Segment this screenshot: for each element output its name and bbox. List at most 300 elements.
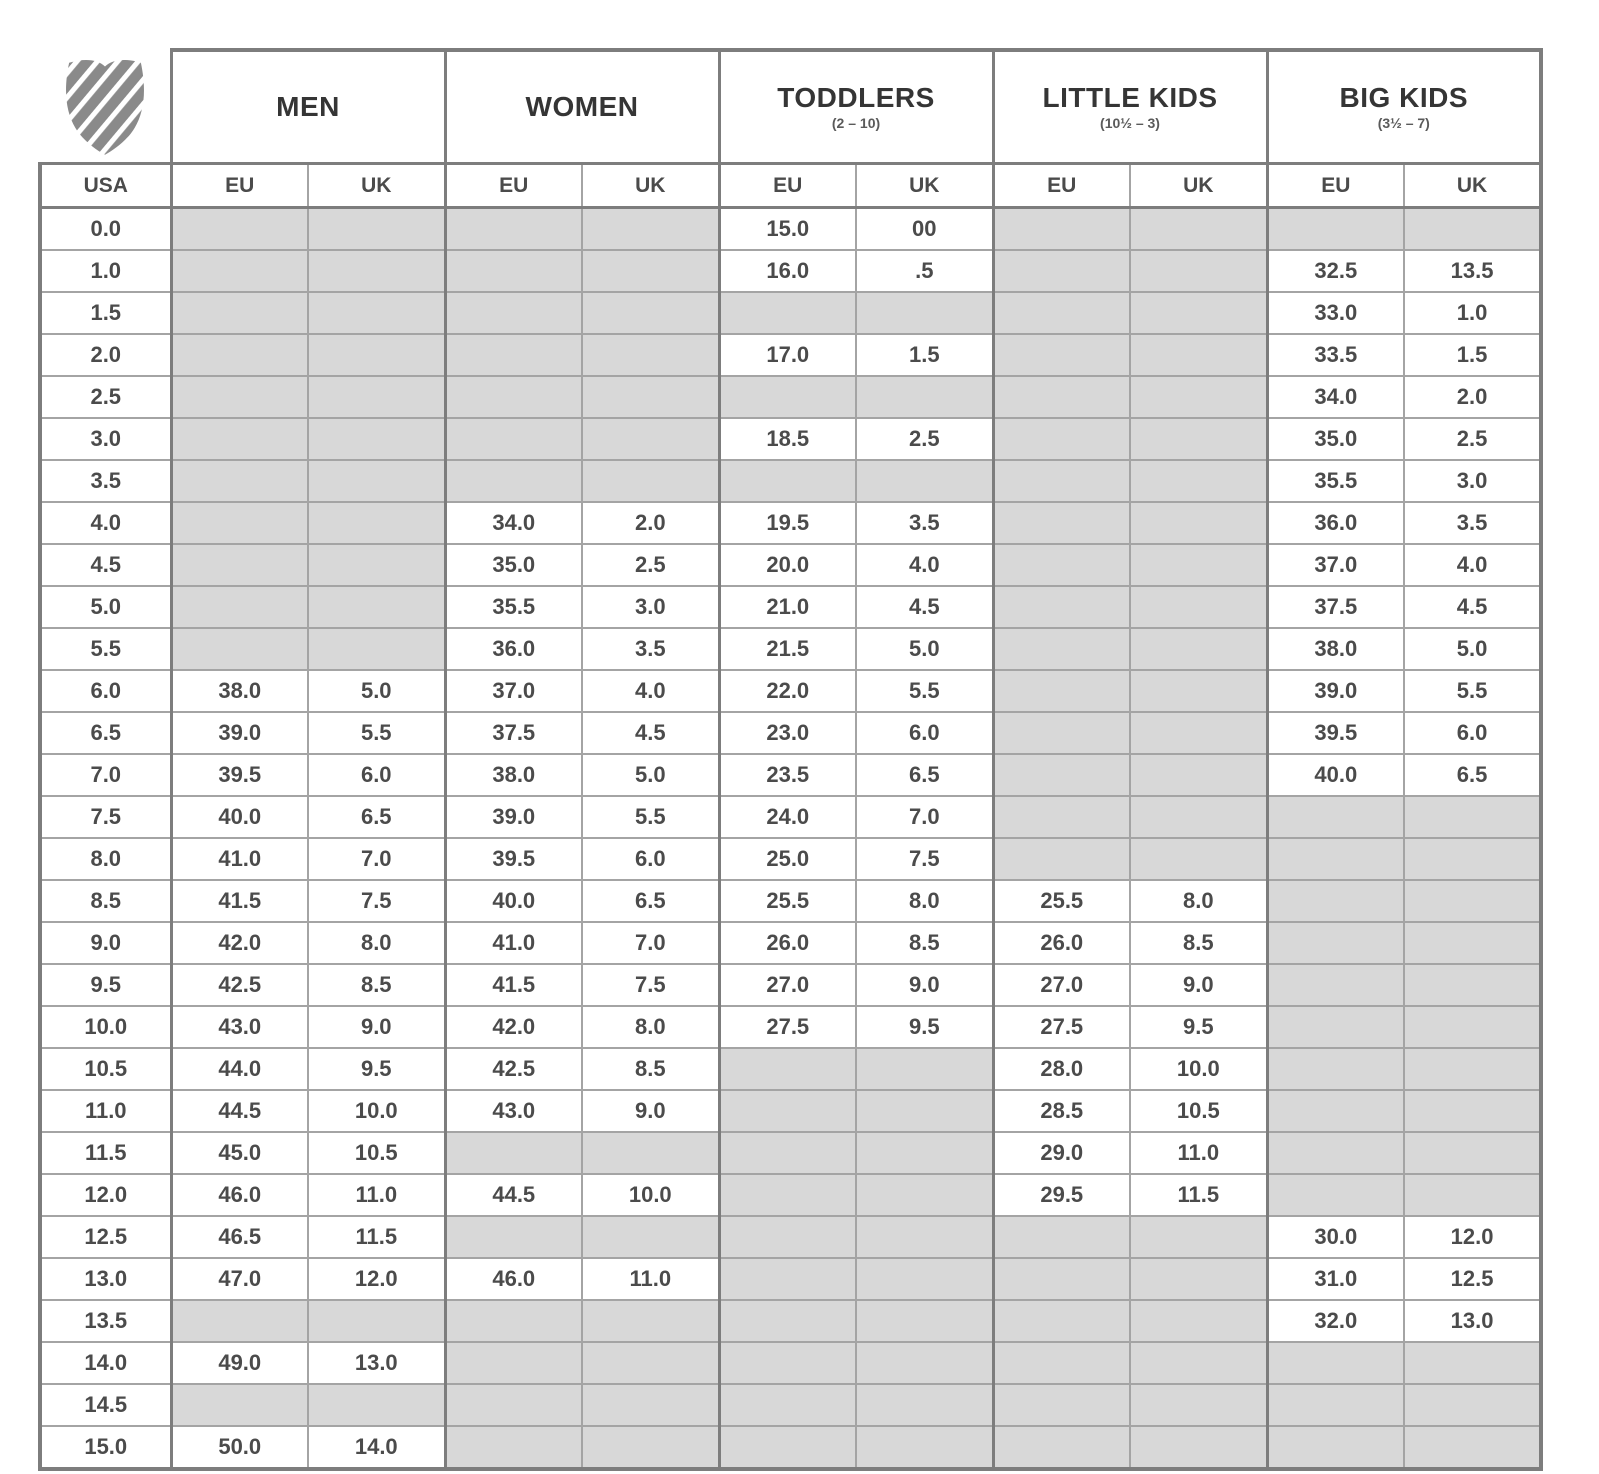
group-title-little-kids: LITTLE KIDS <box>1042 81 1218 113</box>
cell-men-uk <box>308 460 445 502</box>
cell-men-uk: 10.0 <box>308 1090 445 1132</box>
cell-usa: 0.0 <box>40 208 171 251</box>
cell-big-kids-eu: 39.0 <box>1267 670 1404 712</box>
cell-toddlers-eu <box>719 1048 856 1090</box>
cell-women-eu <box>445 1132 582 1174</box>
cell-little-kids-uk <box>1130 502 1267 544</box>
cell-usa: 11.5 <box>40 1132 171 1174</box>
cell-big-kids-uk: 3.5 <box>1404 502 1541 544</box>
cell-women-eu: 42.5 <box>445 1048 582 1090</box>
cell-women-eu <box>445 292 582 334</box>
cell-toddlers-eu: 26.0 <box>719 922 856 964</box>
table-row <box>40 754 1541 796</box>
cell-little-kids-eu <box>993 544 1130 586</box>
cell-big-kids-uk <box>1404 922 1541 964</box>
cell-usa: 7.0 <box>40 754 171 796</box>
cell-toddlers-uk: 4.5 <box>856 586 993 628</box>
cell-big-kids-eu <box>1267 1090 1404 1132</box>
cell-big-kids-eu: 35.0 <box>1267 418 1404 460</box>
table-row <box>40 1342 1541 1384</box>
cell-women-eu: 42.0 <box>445 1006 582 1048</box>
cell-men-uk: 9.5 <box>308 1048 445 1090</box>
cell-little-kids-eu <box>993 1258 1130 1300</box>
table-row <box>40 460 1541 502</box>
cell-men-uk: 6.5 <box>308 796 445 838</box>
cell-big-kids-uk <box>1404 1006 1541 1048</box>
cell-little-kids-eu: 28.5 <box>993 1090 1130 1132</box>
cell-little-kids-uk: 9.0 <box>1130 964 1267 1006</box>
cell-big-kids-eu <box>1267 208 1404 251</box>
cell-women-uk: 4.5 <box>582 712 719 754</box>
cell-men-eu: 42.0 <box>171 922 308 964</box>
table-row <box>40 712 1541 754</box>
cell-usa: 15.0 <box>40 1426 171 1469</box>
cell-toddlers-uk: 4.0 <box>856 544 993 586</box>
cell-men-uk: 7.0 <box>308 838 445 880</box>
cell-big-kids-eu: 39.5 <box>1267 712 1404 754</box>
cell-men-eu: 39.0 <box>171 712 308 754</box>
cell-toddlers-uk <box>856 1174 993 1216</box>
cell-toddlers-eu <box>719 1090 856 1132</box>
table-row <box>40 1006 1541 1048</box>
cell-little-kids-eu <box>993 418 1130 460</box>
cell-women-uk <box>582 418 719 460</box>
cell-little-kids-eu: 29.5 <box>993 1174 1130 1216</box>
group-subtitle-little-kids: (10½ – 3) <box>1100 115 1160 132</box>
cell-toddlers-uk: 7.0 <box>856 796 993 838</box>
cell-usa: 9.5 <box>40 964 171 1006</box>
cell-women-eu: 43.0 <box>445 1090 582 1132</box>
cell-usa: 14.5 <box>40 1384 171 1426</box>
cell-women-uk <box>582 250 719 292</box>
cell-little-kids-eu <box>993 1300 1130 1342</box>
cell-toddlers-uk <box>856 1426 993 1469</box>
column-header-men-uk: UK <box>308 164 445 208</box>
cell-big-kids-eu <box>1267 1174 1404 1216</box>
cell-toddlers-uk <box>856 460 993 502</box>
cell-big-kids-uk: 3.0 <box>1404 460 1541 502</box>
cell-little-kids-eu <box>993 376 1130 418</box>
group-header-men <box>171 50 445 164</box>
cell-toddlers-eu: 25.5 <box>719 880 856 922</box>
cell-women-uk <box>582 1216 719 1258</box>
cell-little-kids-uk <box>1130 418 1267 460</box>
table-row <box>40 838 1541 880</box>
cell-little-kids-uk <box>1130 334 1267 376</box>
cell-big-kids-eu: 38.0 <box>1267 628 1404 670</box>
column-header-row <box>40 164 1541 208</box>
cell-men-eu: 47.0 <box>171 1258 308 1300</box>
cell-women-eu: 35.5 <box>445 586 582 628</box>
cell-usa: 14.0 <box>40 1342 171 1384</box>
cell-usa: 4.5 <box>40 544 171 586</box>
group-header-little-kids <box>993 50 1267 164</box>
cell-toddlers-eu <box>719 1426 856 1469</box>
table-row <box>40 334 1541 376</box>
cell-big-kids-uk: 4.5 <box>1404 586 1541 628</box>
cell-toddlers-eu: 20.0 <box>719 544 856 586</box>
cell-usa: 13.0 <box>40 1258 171 1300</box>
column-header-women-eu: EU <box>445 164 582 208</box>
table-row <box>40 1132 1541 1174</box>
table-row <box>40 628 1541 670</box>
cell-toddlers-eu: 22.0 <box>719 670 856 712</box>
table-row <box>40 670 1541 712</box>
group-title-women: WOMEN <box>525 91 639 123</box>
cell-big-kids-uk: 2.5 <box>1404 418 1541 460</box>
cell-big-kids-uk <box>1404 1384 1541 1426</box>
cell-women-uk <box>582 1384 719 1426</box>
cell-men-uk <box>308 418 445 460</box>
cell-men-eu: 40.0 <box>171 796 308 838</box>
column-header-big-kids-eu: EU <box>1267 164 1404 208</box>
cell-little-kids-eu <box>993 628 1130 670</box>
cell-toddlers-eu: 18.5 <box>719 418 856 460</box>
group-header-women <box>445 50 719 164</box>
cell-toddlers-uk <box>856 1342 993 1384</box>
column-header-usa: USA <box>40 164 171 208</box>
cell-men-eu <box>171 250 308 292</box>
cell-men-uk <box>308 628 445 670</box>
cell-big-kids-uk: 4.0 <box>1404 544 1541 586</box>
cell-usa: 11.0 <box>40 1090 171 1132</box>
cell-men-eu <box>171 586 308 628</box>
table-row <box>40 1384 1541 1426</box>
cell-little-kids-eu <box>993 1384 1130 1426</box>
cell-usa: 5.0 <box>40 586 171 628</box>
table-row <box>40 1258 1541 1300</box>
cell-big-kids-uk <box>1404 1090 1541 1132</box>
cell-usa: 13.5 <box>40 1300 171 1342</box>
cell-women-eu <box>445 1300 582 1342</box>
cell-women-uk: 11.0 <box>582 1258 719 1300</box>
cell-women-uk: 5.5 <box>582 796 719 838</box>
table-row <box>40 1090 1541 1132</box>
cell-big-kids-eu <box>1267 964 1404 1006</box>
cell-men-uk: 12.0 <box>308 1258 445 1300</box>
table-row <box>40 880 1541 922</box>
table-row <box>40 544 1541 586</box>
cell-women-eu: 46.0 <box>445 1258 582 1300</box>
cell-big-kids-eu <box>1267 1426 1404 1469</box>
cell-women-eu: 39.0 <box>445 796 582 838</box>
cell-toddlers-uk: 3.5 <box>856 502 993 544</box>
group-subtitle-toddlers: (2 – 10) <box>831 115 881 132</box>
cell-toddlers-eu <box>719 292 856 334</box>
cell-usa: 2.5 <box>40 376 171 418</box>
cell-men-eu <box>171 460 308 502</box>
size-table-body <box>40 208 1541 1470</box>
cell-little-kids-uk <box>1130 1384 1267 1426</box>
table-row <box>40 922 1541 964</box>
cell-women-eu: 41.5 <box>445 964 582 1006</box>
size-conversion-table <box>38 48 1543 1471</box>
cell-big-kids-uk <box>1404 838 1541 880</box>
cell-women-uk: 6.5 <box>582 880 719 922</box>
cell-toddlers-eu: 15.0 <box>719 208 856 251</box>
cell-women-uk: 5.0 <box>582 754 719 796</box>
cell-little-kids-uk <box>1130 838 1267 880</box>
cell-women-uk <box>582 1300 719 1342</box>
cell-little-kids-uk <box>1130 208 1267 251</box>
cell-toddlers-uk: 7.5 <box>856 838 993 880</box>
cell-usa: 8.0 <box>40 838 171 880</box>
cell-little-kids-eu <box>993 754 1130 796</box>
cell-big-kids-uk <box>1404 1132 1541 1174</box>
cell-women-eu <box>445 418 582 460</box>
group-title-big-kids: BIG KIDS <box>1339 81 1469 113</box>
table-row <box>40 376 1541 418</box>
cell-big-kids-eu <box>1267 1342 1404 1384</box>
cell-little-kids-eu <box>993 460 1130 502</box>
cell-toddlers-eu <box>719 1300 856 1342</box>
cell-toddlers-eu: 27.0 <box>719 964 856 1006</box>
cell-big-kids-eu: 35.5 <box>1267 460 1404 502</box>
group-header-row <box>40 50 1541 164</box>
cell-toddlers-eu <box>719 1132 856 1174</box>
cell-usa: 1.5 <box>40 292 171 334</box>
cell-big-kids-uk <box>1404 1342 1541 1384</box>
cell-men-uk <box>308 292 445 334</box>
cell-men-uk: 8.0 <box>308 922 445 964</box>
cell-men-eu <box>171 1300 308 1342</box>
cell-usa: 7.5 <box>40 796 171 838</box>
column-header-women-uk: UK <box>582 164 719 208</box>
cell-toddlers-uk: 1.5 <box>856 334 993 376</box>
group-header-toddlers <box>719 50 993 164</box>
cell-men-uk <box>308 376 445 418</box>
cell-usa: 10.0 <box>40 1006 171 1048</box>
cell-women-eu: 38.0 <box>445 754 582 796</box>
cell-men-eu <box>171 418 308 460</box>
cell-toddlers-uk: 9.5 <box>856 1006 993 1048</box>
cell-little-kids-uk <box>1130 460 1267 502</box>
cell-little-kids-uk <box>1130 586 1267 628</box>
cell-men-eu: 43.0 <box>171 1006 308 1048</box>
cell-little-kids-uk: 8.5 <box>1130 922 1267 964</box>
cell-men-eu: 42.5 <box>171 964 308 1006</box>
cell-women-uk: 7.0 <box>582 922 719 964</box>
cell-toddlers-uk: 2.5 <box>856 418 993 460</box>
cell-women-eu <box>445 1342 582 1384</box>
cell-little-kids-eu: 26.0 <box>993 922 1130 964</box>
cell-little-kids-eu <box>993 334 1130 376</box>
cell-little-kids-uk <box>1130 628 1267 670</box>
cell-big-kids-eu <box>1267 1006 1404 1048</box>
cell-women-uk <box>582 460 719 502</box>
cell-usa: 8.5 <box>40 880 171 922</box>
cell-big-kids-eu: 33.0 <box>1267 292 1404 334</box>
cell-big-kids-uk: 1.0 <box>1404 292 1541 334</box>
group-title-men: MEN <box>276 91 340 123</box>
cell-women-uk: 7.5 <box>582 964 719 1006</box>
column-header-little-kids-eu: EU <box>993 164 1130 208</box>
cell-men-uk: 6.0 <box>308 754 445 796</box>
cell-toddlers-uk <box>856 292 993 334</box>
cell-toddlers-uk: 5.5 <box>856 670 993 712</box>
cell-little-kids-uk <box>1130 544 1267 586</box>
cell-little-kids-eu <box>993 712 1130 754</box>
cell-women-eu <box>445 460 582 502</box>
cell-usa: 12.0 <box>40 1174 171 1216</box>
cell-toddlers-eu <box>719 1216 856 1258</box>
cell-usa: 12.5 <box>40 1216 171 1258</box>
cell-big-kids-eu: 37.0 <box>1267 544 1404 586</box>
cell-little-kids-uk <box>1130 250 1267 292</box>
cell-men-uk <box>308 502 445 544</box>
cell-men-eu <box>171 334 308 376</box>
cell-men-uk: 13.0 <box>308 1342 445 1384</box>
cell-women-uk <box>582 292 719 334</box>
cell-big-kids-uk: 13.0 <box>1404 1300 1541 1342</box>
cell-women-eu: 34.0 <box>445 502 582 544</box>
cell-little-kids-eu <box>993 502 1130 544</box>
cell-big-kids-uk: 5.0 <box>1404 628 1541 670</box>
cell-women-eu: 36.0 <box>445 628 582 670</box>
cell-big-kids-uk: 13.5 <box>1404 250 1541 292</box>
cell-women-eu: 41.0 <box>445 922 582 964</box>
cell-big-kids-eu: 32.5 <box>1267 250 1404 292</box>
table-row <box>40 1048 1541 1090</box>
cell-toddlers-uk: 9.0 <box>856 964 993 1006</box>
cell-big-kids-eu <box>1267 1048 1404 1090</box>
cell-usa: 3.5 <box>40 460 171 502</box>
cell-women-uk <box>582 376 719 418</box>
cell-usa: 6.0 <box>40 670 171 712</box>
cell-toddlers-uk <box>856 376 993 418</box>
cell-men-uk <box>308 544 445 586</box>
cell-toddlers-uk <box>856 1216 993 1258</box>
table-row <box>40 1426 1541 1469</box>
cell-big-kids-eu <box>1267 1132 1404 1174</box>
cell-men-eu: 41.5 <box>171 880 308 922</box>
group-header-big-kids <box>1267 50 1541 164</box>
cell-toddlers-uk: 5.0 <box>856 628 993 670</box>
cell-men-uk <box>308 1384 445 1426</box>
cell-men-uk: 5.0 <box>308 670 445 712</box>
cell-usa: 4.0 <box>40 502 171 544</box>
cell-women-uk: 3.0 <box>582 586 719 628</box>
cell-women-uk: 10.0 <box>582 1174 719 1216</box>
cell-big-kids-uk: 12.0 <box>1404 1216 1541 1258</box>
cell-big-kids-eu <box>1267 838 1404 880</box>
cell-men-uk <box>308 208 445 251</box>
cell-usa: 3.0 <box>40 418 171 460</box>
cell-little-kids-eu <box>993 1216 1130 1258</box>
cell-big-kids-uk: 6.0 <box>1404 712 1541 754</box>
cell-women-uk: 2.5 <box>582 544 719 586</box>
cell-women-uk <box>582 208 719 251</box>
table-row <box>40 586 1541 628</box>
cell-women-eu <box>445 208 582 251</box>
cell-little-kids-uk: 11.5 <box>1130 1174 1267 1216</box>
column-header-toddlers-uk: UK <box>856 164 993 208</box>
cell-little-kids-eu <box>993 208 1130 251</box>
cell-big-kids-uk: 6.5 <box>1404 754 1541 796</box>
cell-little-kids-eu <box>993 586 1130 628</box>
cell-little-kids-eu: 27.0 <box>993 964 1130 1006</box>
cell-men-eu: 39.5 <box>171 754 308 796</box>
cell-little-kids-uk: 11.0 <box>1130 1132 1267 1174</box>
cell-toddlers-eu <box>719 376 856 418</box>
cell-men-uk: 11.5 <box>308 1216 445 1258</box>
cell-little-kids-uk: 10.0 <box>1130 1048 1267 1090</box>
cell-men-eu: 38.0 <box>171 670 308 712</box>
cell-women-uk <box>582 1426 719 1469</box>
table-row <box>40 418 1541 460</box>
cell-women-eu <box>445 1216 582 1258</box>
cell-little-kids-eu <box>993 250 1130 292</box>
cell-toddlers-eu: 21.0 <box>719 586 856 628</box>
cell-toddlers-eu: 27.5 <box>719 1006 856 1048</box>
cell-big-kids-eu: 32.0 <box>1267 1300 1404 1342</box>
cell-little-kids-eu <box>993 796 1130 838</box>
cell-big-kids-uk: 5.5 <box>1404 670 1541 712</box>
column-header-men-eu: EU <box>171 164 308 208</box>
cell-women-uk: 8.5 <box>582 1048 719 1090</box>
cell-little-kids-uk <box>1130 1258 1267 1300</box>
cell-toddlers-eu <box>719 1384 856 1426</box>
cell-women-uk: 9.0 <box>582 1090 719 1132</box>
cell-men-eu: 41.0 <box>171 838 308 880</box>
cell-toddlers-eu: 24.0 <box>719 796 856 838</box>
column-header-little-kids-uk: UK <box>1130 164 1267 208</box>
cell-men-eu: 46.5 <box>171 1216 308 1258</box>
cell-little-kids-eu <box>993 670 1130 712</box>
cell-little-kids-eu <box>993 1342 1130 1384</box>
cell-women-eu <box>445 1426 582 1469</box>
cell-men-eu <box>171 1384 308 1426</box>
cell-little-kids-uk <box>1130 670 1267 712</box>
cell-women-eu: 40.0 <box>445 880 582 922</box>
cell-men-eu: 49.0 <box>171 1342 308 1384</box>
cell-women-eu: 35.0 <box>445 544 582 586</box>
cell-toddlers-uk: 8.0 <box>856 880 993 922</box>
cell-toddlers-uk: 6.5 <box>856 754 993 796</box>
cell-toddlers-eu: 19.5 <box>719 502 856 544</box>
cell-little-kids-uk <box>1130 796 1267 838</box>
cell-toddlers-uk <box>856 1258 993 1300</box>
cell-men-eu: 45.0 <box>171 1132 308 1174</box>
cell-women-eu: 37.0 <box>445 670 582 712</box>
cell-big-kids-uk: 2.0 <box>1404 376 1541 418</box>
cell-big-kids-eu: 31.0 <box>1267 1258 1404 1300</box>
cell-little-kids-uk: 10.5 <box>1130 1090 1267 1132</box>
cell-women-uk: 3.5 <box>582 628 719 670</box>
table-row <box>40 964 1541 1006</box>
cell-usa: 9.0 <box>40 922 171 964</box>
cell-toddlers-uk <box>856 1300 993 1342</box>
cell-big-kids-uk <box>1404 1174 1541 1216</box>
cell-men-eu <box>171 208 308 251</box>
cell-women-eu <box>445 376 582 418</box>
cell-little-kids-uk: 9.5 <box>1130 1006 1267 1048</box>
cell-usa: 1.0 <box>40 250 171 292</box>
cell-big-kids-uk <box>1404 208 1541 251</box>
cell-big-kids-eu <box>1267 1384 1404 1426</box>
cell-toddlers-uk <box>856 1048 993 1090</box>
cell-men-eu: 44.5 <box>171 1090 308 1132</box>
cell-big-kids-uk <box>1404 880 1541 922</box>
cell-women-uk: 2.0 <box>582 502 719 544</box>
cell-men-uk <box>308 250 445 292</box>
cell-big-kids-eu: 40.0 <box>1267 754 1404 796</box>
group-subtitle-big-kids: (3½ – 7) <box>1377 115 1430 132</box>
table-row <box>40 796 1541 838</box>
cell-men-uk <box>308 586 445 628</box>
cell-toddlers-uk <box>856 1132 993 1174</box>
cell-toddlers-eu: 25.0 <box>719 838 856 880</box>
